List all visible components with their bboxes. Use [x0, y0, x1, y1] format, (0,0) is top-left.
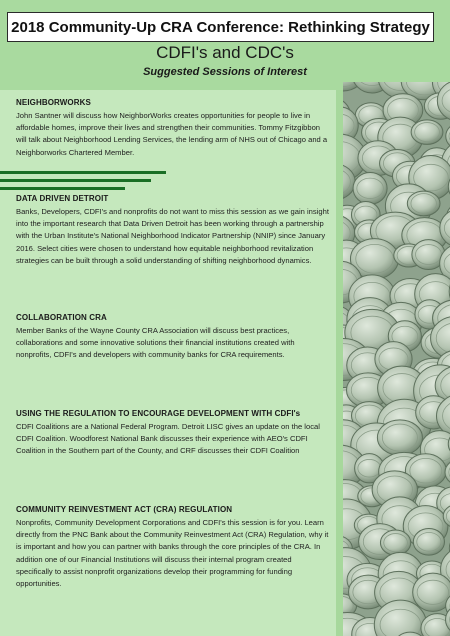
page-subtitle: CDFI's and CDC's — [156, 43, 294, 62]
session-body: John Santner will discuss how NeighborWorks creates opportunities for people to live in affordable homes, improve their lives and strengthen their communities. Tommy Fitzgibbon will talk about Neighborhood Lending Services, the lending arm of NHS out of Chicago and a Neighborworks Chartered Member. — [16, 111, 328, 157]
session-cra-regulation — [16, 505, 330, 590]
session-body: Member Banks of the Wayne County CRA Association will discuss best practices, collaborations and some innovative solutions their financial institutions created with nonprofits, CDFI's and developers with community banks for CRA requirements. — [16, 326, 295, 360]
conference-title: 2018 Community-Up CRA Conference: Rethinking Strategy — [7, 12, 434, 42]
coins-photo — [343, 82, 450, 636]
session-heading: COLLABORATION CRA — [16, 313, 107, 322]
divider-rule — [0, 171, 166, 174]
header-band — [0, 0, 450, 90]
session-heading: USING THE REGULATION TO ENCOURAGE DEVELOPMENT WITH CDFI's — [16, 409, 301, 418]
divider-rule — [0, 187, 125, 190]
session-neighborworks — [16, 98, 330, 159]
session-heading: NEIGHBORWORKS — [16, 98, 91, 107]
page-tagline: Suggested Sessions of Interest — [143, 66, 307, 78]
session-heading: COMMUNITY REINVESTMENT ACT (CRA) REGULATION — [16, 505, 233, 514]
sessions-panel — [0, 90, 336, 636]
session-collaboration-cra — [16, 313, 330, 362]
session-body: Nonprofits, Community Development Corporations and CDFI's this session is for you. Learn directly from the PNC Bank about the Community Reinvestment Act (CRA) Regulation, why it is important and how you can partner with banks through the core principles of the CRA. In addition one of our Financial Institutions will discuss their internal program created specifically to assist nonprofit organizations develop their programming for funding opportunities. — [16, 518, 329, 589]
session-data-driven-detroit — [16, 194, 330, 267]
divider-rule — [0, 179, 151, 182]
session-body: Banks, Developers, CDFI's and nonprofits do not want to miss this session as we gain insight into the important research that Data Driven Detroit has been working through a partnership with the Urban Institute's National Neighborhood Indicator Partnership (NNIP) since January 2016. Select cities were chosen to understand how equitable neighborhood revitalization strategies can be built through a solid understanding of shifting neighborhood dynamics. — [16, 207, 329, 265]
session-regulation-cdfi — [16, 409, 330, 458]
session-heading: DATA DRIVEN DETROIT — [16, 194, 109, 203]
session-body: CDFI Coalitions are a National Federal Program. Detroit LISC gives an update on the local CDFI Coalition. Woodforest National Bank discusses their experience with AEO's CDFI Coalition in the Southern part of the County, and CRF discusses their CDFI Coalition — [16, 422, 320, 456]
